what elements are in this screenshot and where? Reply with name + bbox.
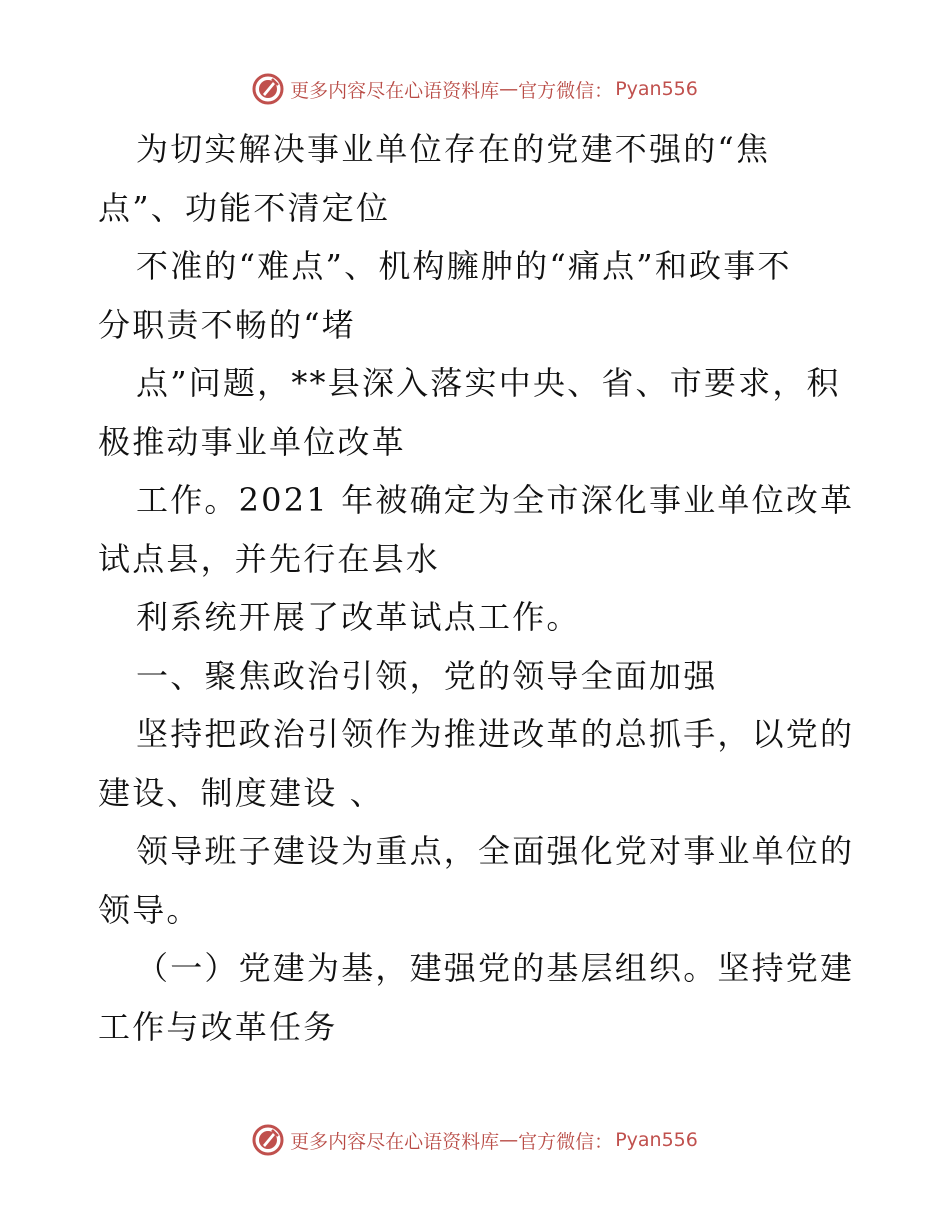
watermark-dash: — [499,78,519,100]
watermark-site-text: 更多内容尽在心语资料库 [290,79,500,102]
paragraph-4 [98,471,853,588]
paragraph-3 [98,354,853,471]
paragraph-8 [98,822,853,939]
paragraph-line: 坚持把政治引领作为推进改革的总抓手，以党的 [136,715,855,753]
paragraph-line: 点”问题，**县深入落实中央、省、市要求，积 [136,364,841,402]
paragraph-line: 工作。2021 年被确定为全市深化事业单位改革 [136,481,855,519]
paragraph-line: 试点县，并先行在县水 [98,539,441,578]
footer-watermark [0,1124,950,1156]
paragraph-line: 不准的“难点”、机构臃肿的“痛点”和政事不 [136,247,792,285]
watermark-wechat-label: 官方微信： [518,1130,614,1153]
paragraph-line: 极推动事业单位改革 [98,422,406,461]
paragraph-line: 点”、功能不清定位 [98,188,391,227]
watermark-site-text: 更多内容尽在心语资料库 [290,1130,500,1153]
paragraph-1 [98,120,853,237]
pen-logo-icon [252,1124,284,1156]
paragraph-line: 为切实解决事业单位存在的党建不强的“焦 [136,130,771,168]
pen-logo-icon [252,73,284,105]
paragraph-line: 分职责不畅的“堵 [98,305,356,344]
header-watermark [0,73,950,105]
watermark-wechat-id: Pyan556 [615,78,698,100]
paragraph-2 [98,237,853,354]
section-heading [98,647,853,706]
paragraph-line: 领导班子建设为重点，全面强化党对事业单位的 [136,832,855,870]
paragraph-line: 工作与改革任务 [98,1007,338,1046]
paragraph-5 [98,588,853,647]
document-body [98,120,853,1056]
paragraph-line: （一）党建为基，建强党的基层组织。坚持党建 [136,949,855,987]
watermark-wechat-id: Pyan556 [615,1129,698,1151]
heading-line: 一、聚焦政治引领，党的领导全面加强 [136,656,718,695]
paragraph-line: 领导。 [98,890,201,929]
paragraph-line: 建设、制度建设 、 [98,773,384,812]
paragraph-line: 利系统开展了改革试点工作。 [136,598,581,636]
watermark-wechat-label: 官方微信： [518,79,614,102]
watermark-dash: — [499,1129,519,1151]
paragraph-9 [98,939,853,1056]
paragraph-7 [98,705,853,822]
